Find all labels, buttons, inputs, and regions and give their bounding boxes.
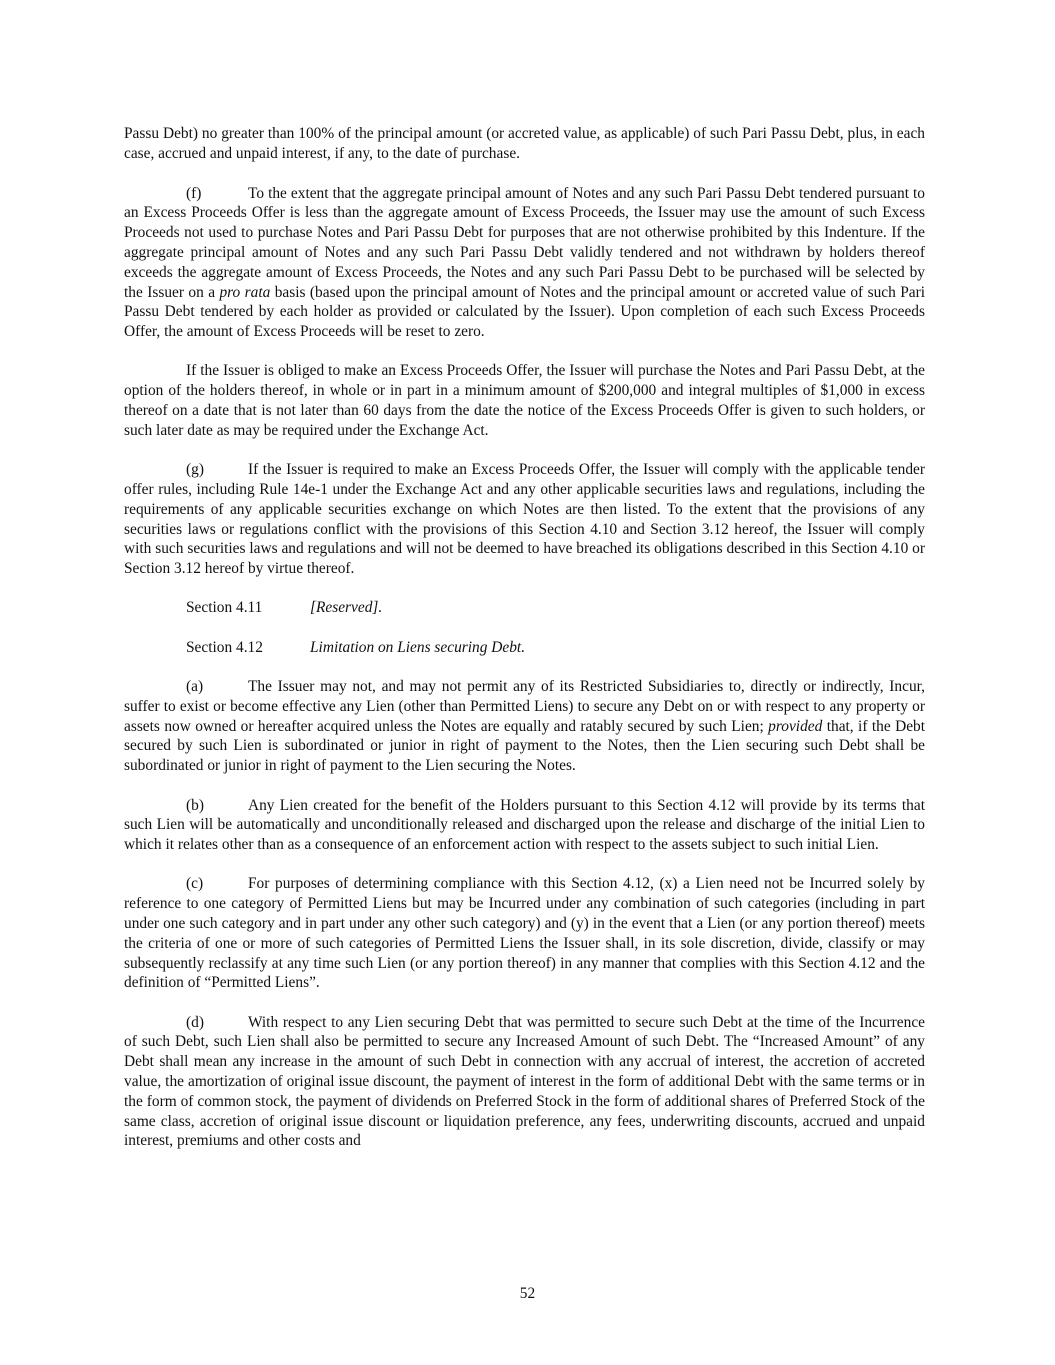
section-title-4-12: Limitation on Liens securing Debt. [310, 638, 526, 656]
clause-label-g: (g) [186, 461, 204, 479]
paragraph-a-text-1: The Issuer may not, and may not permit any of its Restricted Subsidiaries to, directly or indirectly, Incur, suffer to exist or become effective any Lien (other than Permitted Liens) to secure any Debt on or with respect to any property or assets now owned or hereafter acquired unless the Notes are equally and ratably secured by such Lien; [124, 678, 925, 735]
section-heading-4-12 [186, 638, 925, 658]
paragraph-continuation: Passu Debt) no greater than 100% of the principal amount (or accreted value, as applicable) of such Pari Passu Debt, plus, in each case, accrued and unpaid interest, if any, to the date of purchase. [124, 125, 925, 162]
clause-label-d: (d) [186, 1013, 204, 1031]
paragraph-f-italic: pro rata [219, 283, 271, 301]
paragraph-d [124, 1013, 925, 1152]
paragraph-f-text-1: To the extent that the aggregate principal amount of Notes and any such Pari Passu Debt tendered pursuant to an Excess Proceeds Offer is less than the aggregate amount of Excess Proceeds, the Issuer may use the amount of such Excess Proceeds not used to purchase Notes and Pari Passu Debt for purposes that are not otherwise prohibited by this Indenture. If the aggregate principal amount of Notes and any such Pari Passu Debt validly tendered and not withdrawn by holders thereof exceeds the aggregate amount of Excess Proceeds, the Notes and any such Pari Passu Debt to be purchased will be selected by the Issuer on a [124, 184, 925, 301]
paragraph-b-text: Any Lien created for the benefit of the Holders pursuant to this Section 4.12 will provide by its terms that such Lien will be automatically and unconditionally released and discharged upon the release and discharge of the initial Lien to which it relates other than as a consequence of an enforcement action with respect to the assets subject to such initial Lien. [124, 796, 925, 854]
clause-label-a: (a) [186, 678, 204, 696]
clause-label-f: (f) [186, 184, 202, 202]
page-number: 52 [519, 1285, 536, 1302]
paragraph-c [124, 874, 925, 993]
paragraph-obliged: If the Issuer is obliged to make an Excess Proceeds Offer, the Issuer will purchase the Notes and Pari Passu Debt, at the option of the holders thereof, in whole or in part in a minimum amount of $200,000 and integral multiples of $1,000 in excess thereof on a date that is not later than 60 days from the date the notice of the Excess Proceeds Offer is given to such holders, or such later date as may be required under the Exchange Act. [124, 362, 925, 439]
section-number-4-11: Section 4.11 [186, 599, 263, 617]
paragraph-f-text-2: basis (based upon the principal amount of Notes and the principal amount or accreted value of such Pari Passu Debt tendered by each holder as provided or calculated by the Issuer). Upon completion of each such Excess Proceeds Offer, the amount of Excess Proceeds will be reset to zero. [124, 283, 926, 341]
paragraph-g [124, 460, 925, 579]
section-number-4-12: Section 4.12 [186, 638, 263, 656]
paragraph-c-text: For purposes of determining compliance with this Section 4.12, (x) a Lien need not be Incurred solely by reference to one category of Permitted Liens but may be Incurred under any combination of such categories (including in part under one such category and in part under any other such category) and (y) in the event that a Lien (or any portion thereof) meets the criteria of one or more of such categories of Permitted Liens the Issuer shall, in its sole discretion, divide, classify or may subsequently reclassify at any time such Lien (or any portion thereof) in any manner that complies with this Section 4.12 and the definition of “Permitted Liens”. [124, 875, 925, 992]
paragraph-f [124, 184, 925, 342]
paragraph-a [124, 677, 925, 776]
document-body [124, 124, 925, 1171]
paragraph-d-text: With respect to any Lien securing Debt that was permitted to secure such Debt at the time of the Incurrence of such Debt, such Lien shall also be permitted to secure any Increased Amount of such Debt. The “Increased Amount” of any Debt shall mean any increase in the amount of such Debt in connection with any accrual of interest, the accretion of accreted value, the amortization of original issue discount, the payment of interest in the form of additional Debt with the same terms or in the form of common stock, the payment of dividends on Preferred Stock in the form of additional shares of Preferred Stock of the same class, accretion of original issue discount or liquidation preference, any fees, underwriting discounts, accrued and unpaid interest, premiums and other costs and [124, 1013, 925, 1150]
paragraph-a-italic: provided [768, 717, 823, 735]
clause-label-c: (c) [186, 875, 204, 893]
paragraph-a-text-2: that, if the Debt secured by such Lien is subordinated or junior in right of payment to the Notes, then the Lien securing such Debt shall be subordinated or junior in right of payment to the Lien securing the Notes. [124, 717, 925, 775]
section-title-4-11: [Reserved]. [310, 599, 383, 617]
paragraph-b [124, 796, 925, 855]
paragraph-g-text: If the Issuer is required to make an Excess Proceeds Offer, the Issuer will comply with the applicable tender offer rules, including Rule 14e-1 under the Exchange Act and any other applicable securities laws and regulations, including the requirements of any applicable securities exchange on which Notes are then listed. To the extent that the provisions of any securities laws or regulations conflict with the provisions of this Section 4.10 and Section 3.12 hereof, the Issuer will comply with such securities laws and regulations and will not be deemed to have breached its obligations described in this Section 4.10 or Section 3.12 hereof by virtue thereof. [124, 461, 925, 578]
section-heading-4-11 [186, 598, 925, 618]
clause-label-b: (b) [186, 796, 204, 814]
